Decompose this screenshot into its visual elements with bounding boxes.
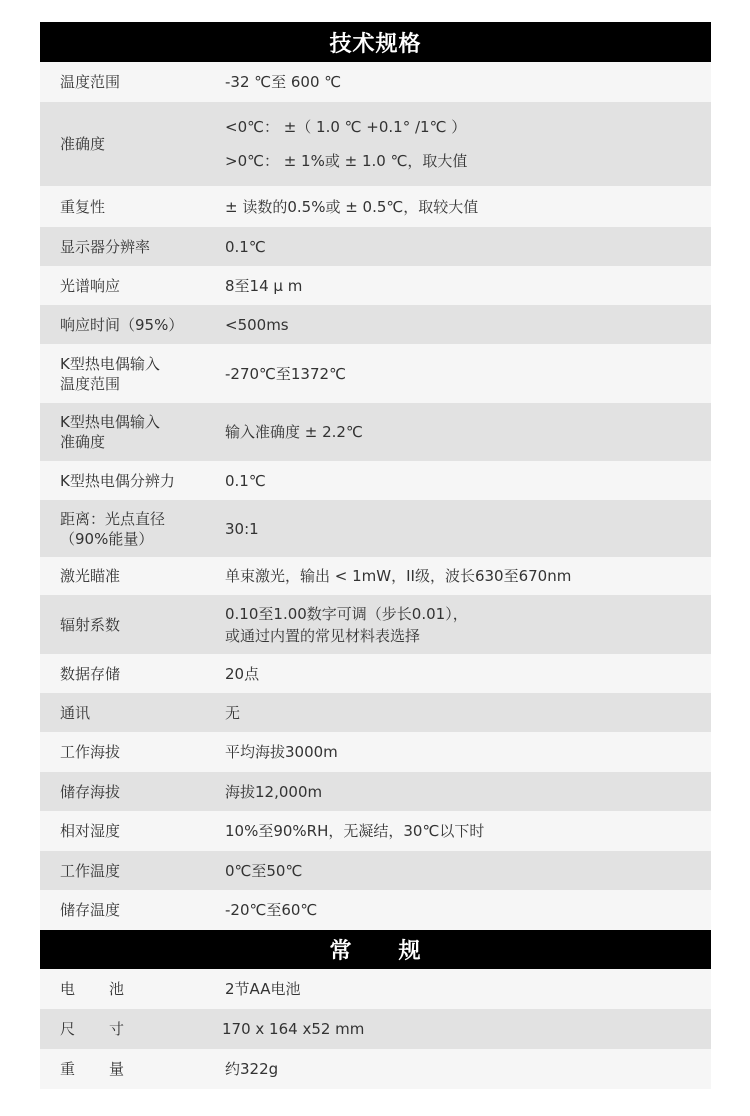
spec-row-label: 激光瞄准 <box>60 567 121 585</box>
spec-row-value: 无 <box>225 703 241 722</box>
spec-row-value: -32 ℃至 600 ℃ <box>225 73 342 91</box>
spec-row-label: 相对湿度 <box>60 822 121 840</box>
spec-row-label: 响应时间（95%） <box>60 315 184 334</box>
spec-row-value: <0℃： ±（ 1.0 ℃ +0.1° /1℃ ） >0℃： ± 1%或 ± 1.0 ℃，取大值 <box>225 118 468 170</box>
spec-row-storage-altitude <box>40 772 711 811</box>
spec-row-temperature-range <box>40 62 711 102</box>
spec-row-operating-altitude <box>40 732 711 772</box>
general-row-battery <box>40 969 711 1009</box>
spec-row-display-resolution <box>40 227 711 266</box>
spec-row-thermocouple-range <box>40 344 711 403</box>
spec-row-value: 输入准确度 ± 2.2℃ <box>225 423 363 441</box>
spec-row-value: 0.10至1.00数字可调（步长0.01）， 或通过内置的常见材料表选择 <box>225 604 468 645</box>
spec-row-label: 储存海拔 <box>60 782 121 801</box>
spec-row-value: -270℃至1372℃ <box>225 364 346 383</box>
spec-row-distance-spot-ratio <box>40 500 711 557</box>
spec-row-label: 距离：光点直径 （90%能量） <box>60 509 166 548</box>
spec-row-label: 光谱响应 <box>60 276 121 295</box>
general-section-title: 常 规 <box>329 939 422 964</box>
general-section-header <box>40 930 711 969</box>
spec-row-label: 温度范围 <box>60 73 121 91</box>
spec-row-value: 30:1 <box>225 519 259 538</box>
spec-row-response-time <box>40 305 711 344</box>
spec-row-accuracy <box>40 102 711 186</box>
spec-row-value: 0.1℃ <box>225 237 266 256</box>
general-row-value: 170 x 164 x52 mm <box>222 1020 365 1038</box>
spec-row-laser-sighting <box>40 557 711 595</box>
spec-row-value: 20点 <box>225 664 260 683</box>
general-table <box>40 969 711 1089</box>
spec-row-relative-humidity <box>40 811 711 851</box>
spec-row-emissivity <box>40 595 711 654</box>
spec-row-label: K型热电偶输入 温度范围 <box>60 354 160 393</box>
spec-row-data-storage <box>40 654 711 693</box>
spec-row-value: 海拔12,000m <box>225 782 323 801</box>
spec-row-label: 重复性 <box>60 197 106 216</box>
general-row-label: 重量 <box>60 1060 159 1078</box>
spec-row-repeatability <box>40 186 711 227</box>
spec-row-operating-temperature <box>40 851 711 890</box>
spec-table <box>40 62 711 930</box>
spec-row-value: 0.1℃ <box>225 471 266 490</box>
spec-row-value: <500ms <box>225 315 289 334</box>
general-row-value: 约322g <box>225 1060 279 1078</box>
general-row-value: 2节AA电池 <box>225 980 301 998</box>
spec-row-label: 工作温度 <box>60 861 121 880</box>
general-row-label: 尺寸 <box>60 1020 159 1038</box>
spec-row-value: ± 读数的0.5%或 ± 0.5℃，取较大值 <box>225 197 479 216</box>
spec-row-label: 准确度 <box>60 135 106 153</box>
spec-row-value: 平均海拔3000m <box>225 743 338 761</box>
general-row-label: 电池 <box>60 980 159 998</box>
general-row-dimensions <box>40 1009 711 1049</box>
spec-row-label: 储存温度 <box>60 901 121 919</box>
spec-row-value: 10%至90%RH，无凝结，30℃以下时 <box>225 822 485 840</box>
spec-row-thermocouple-accuracy <box>40 403 711 461</box>
spec-row-value: 0℃至50℃ <box>225 861 303 880</box>
spec-row-communication <box>40 693 711 732</box>
spec-row-label: 显示器分辨率 <box>60 237 151 256</box>
spec-row-label: 通讯 <box>60 703 91 722</box>
spec-row-label: K型热电偶输入 准确度 <box>60 413 160 451</box>
spec-row-label: K型热电偶分辨力 <box>60 471 175 490</box>
general-row-weight <box>40 1049 711 1089</box>
spec-row-value: 8至14 μ m <box>225 276 303 295</box>
spec-row-storage-temperature <box>40 890 711 930</box>
spec-row-label: 数据存储 <box>60 664 121 683</box>
spec-section-header <box>40 22 711 62</box>
spec-section-title: 技术规格 <box>329 31 422 57</box>
spec-row-value: 单束激光，输出 < 1mW，II级，波长630至670nm <box>225 567 572 585</box>
spec-row-value: -20℃至60℃ <box>225 901 318 919</box>
spec-row-label: 工作海拔 <box>60 743 121 761</box>
spec-row-thermocouple-resolution <box>40 461 711 500</box>
spec-row-label: 辐射系数 <box>60 615 121 634</box>
spec-row-spectral-response <box>40 266 711 305</box>
